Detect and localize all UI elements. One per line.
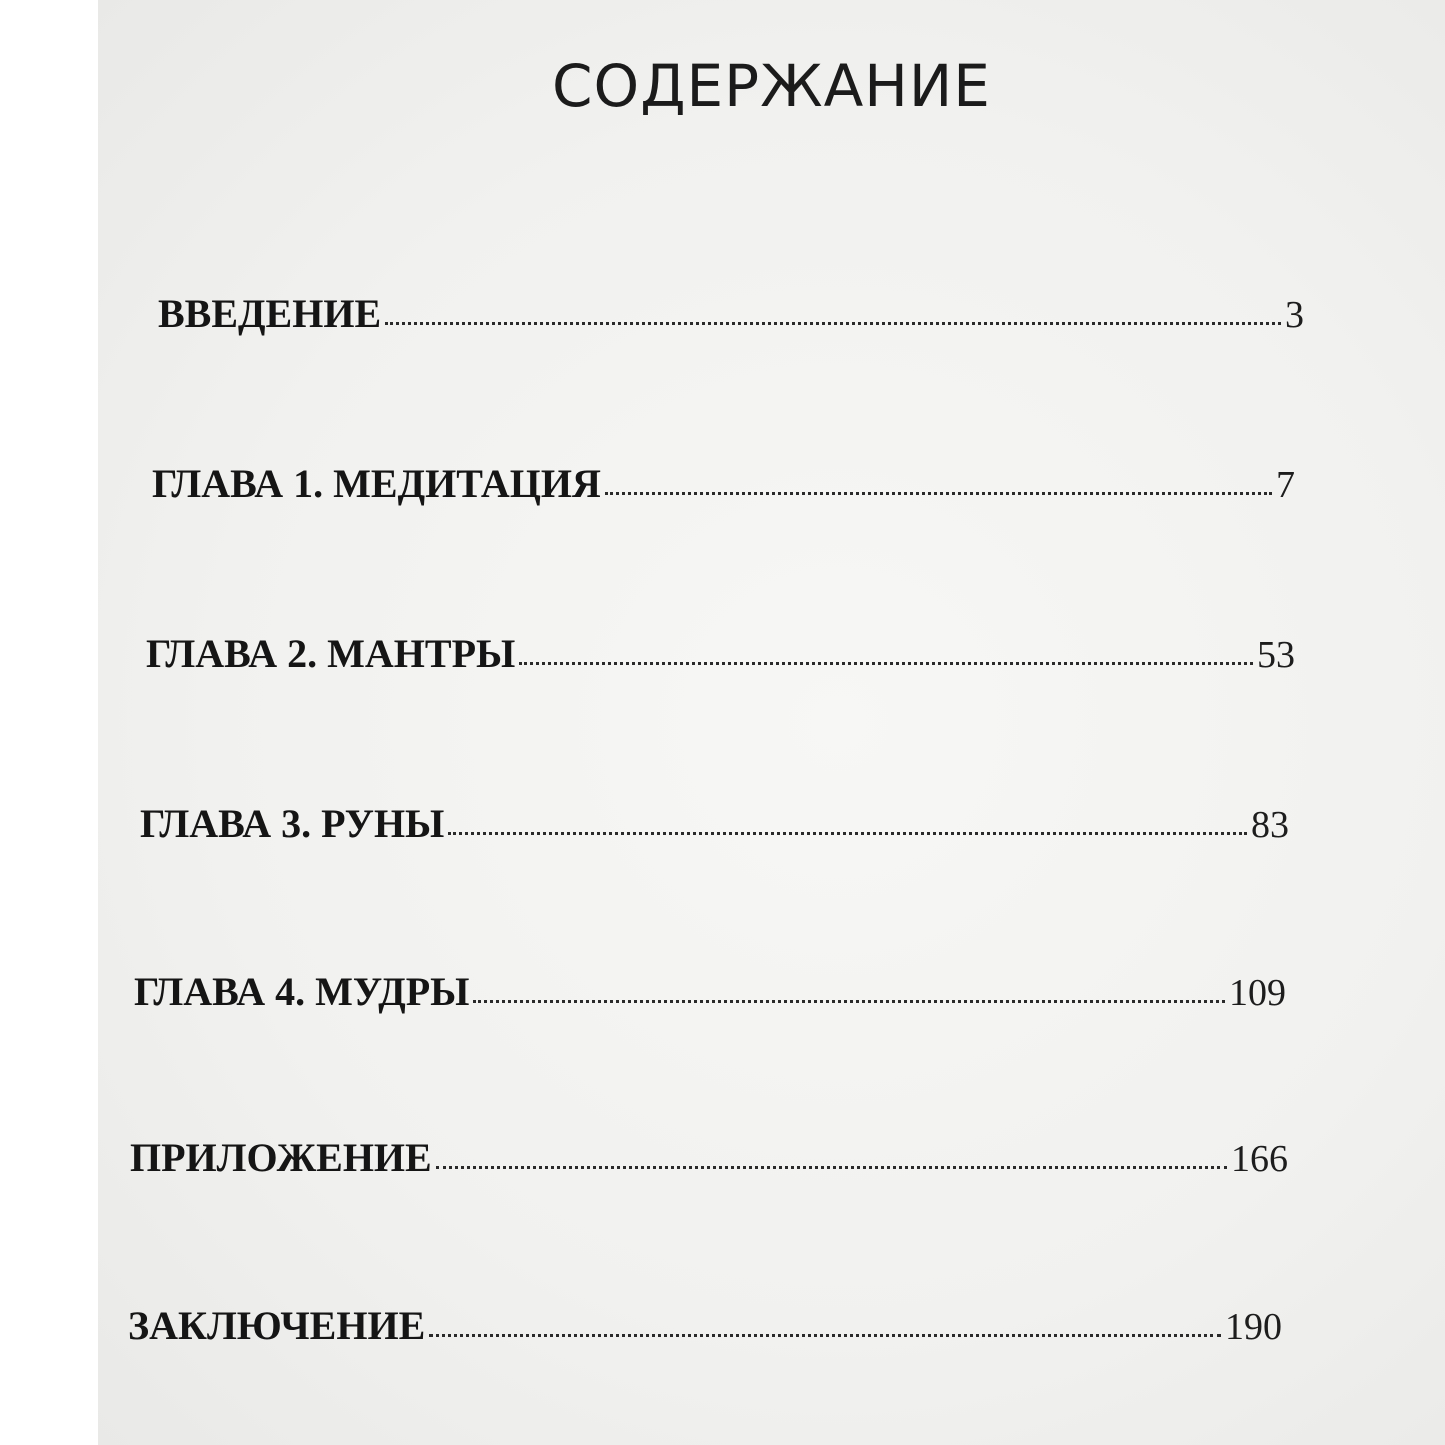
toc-entry-chapter-2 [146, 630, 1295, 690]
toc-entry-page-number: 109 [1229, 972, 1286, 1014]
toc-entry-chapter-3 [140, 800, 1289, 860]
dot-leader [605, 492, 1272, 495]
toc-entry-label: ГЛАВА 2. МАНТРЫ [146, 631, 516, 676]
book-page [98, 0, 1445, 1445]
dot-leader [448, 832, 1247, 835]
toc-entry-page-number: 190 [1225, 1306, 1282, 1348]
toc-entry-label: ГЛАВА 3. РУНЫ [140, 801, 445, 846]
toc-entry-page-number: 7 [1276, 464, 1295, 506]
toc-entry-conclusion [128, 1302, 1282, 1362]
dot-leader [519, 662, 1253, 665]
dot-leader [473, 1000, 1225, 1003]
dot-leader [429, 1334, 1221, 1337]
toc-entry-chapter-1 [152, 460, 1295, 520]
toc-entry-page-number: 166 [1231, 1138, 1288, 1180]
page-title: СОДЕРЖАНИЕ [552, 52, 991, 120]
toc-entry-introduction [158, 290, 1304, 350]
toc-entry-label: ЗАКЛЮЧЕНИЕ [128, 1303, 426, 1348]
toc-entry-chapter-4 [134, 968, 1286, 1028]
toc-entry-page-number: 83 [1251, 804, 1289, 846]
dot-leader [385, 322, 1281, 325]
toc-entry-appendix [130, 1134, 1288, 1194]
toc-entry-label: ПРИЛОЖЕНИЕ [130, 1135, 432, 1180]
toc-entry-label: ВВЕДЕНИЕ [158, 291, 382, 336]
toc-entry-page-number: 53 [1257, 634, 1295, 676]
toc-entry-page-number: 3 [1285, 294, 1304, 336]
dot-leader [436, 1166, 1227, 1169]
toc-entry-label: ГЛАВА 1. МЕДИТАЦИЯ [152, 461, 601, 506]
toc-entry-label: ГЛАВА 4. МУДРЫ [134, 969, 470, 1014]
